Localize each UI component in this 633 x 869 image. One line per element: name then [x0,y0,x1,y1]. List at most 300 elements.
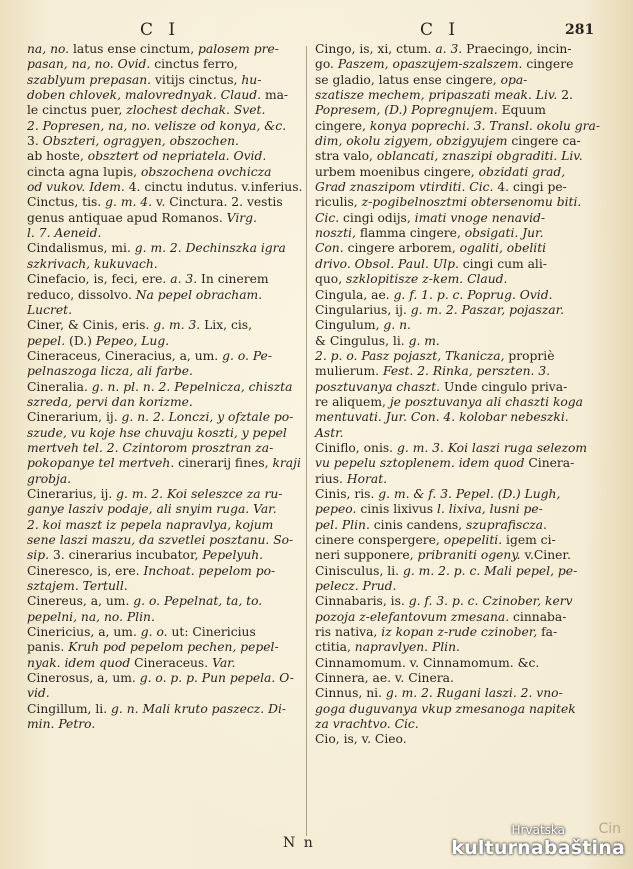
latin-text: le cinctus puer, [27,103,127,118]
dictionary-entry-cingula [315,288,601,303]
grammar-and-translation: Var. [212,655,236,670]
latin-text: cinis lixivus [356,502,438,517]
grammar-and-translation: opa- [500,72,528,87]
latin-text: Cinisculus, li. [315,563,403,578]
grammar-and-translation: g. n. [383,318,411,333]
grammar-and-translation: z-pogibelnosztmi obtersenomu biti. [361,195,582,210]
grammar-and-translation: obsigati. Jur. [464,226,544,241]
dictionary-entry-ciner [27,318,303,349]
entry-line [315,410,601,425]
latin-text: Cinnabaris, is. [315,594,409,609]
grammar-and-translation: g. m. 2. Paszar, pojaszar. [410,302,565,317]
grammar-and-translation: kraji [272,456,301,471]
croatian-translation: Grad znaszipom vtirditi. Cic. [315,180,494,195]
entry-line [27,349,303,364]
dictionary-entry-cinisculus [315,564,601,595]
right-column [315,42,601,748]
latin-text: Cinerosus, a, um. [27,671,140,686]
latin-text: cincta agna lupis, [27,164,141,179]
entry-line [315,671,601,686]
latin-text: ctitia, [315,640,355,655]
grammar-and-translation: g. o. [140,625,168,640]
latin-text: Cineraceus. [130,655,213,670]
latin-text: Cinctus, tis. [27,195,106,210]
entry-line [27,241,303,256]
entry-line [27,180,303,195]
grammar-and-translation: g. m. 2. Koi seleszce za ru- [116,486,283,501]
grammar-and-translation: g. m. & f. 3. Pepel. (D.) Lugh, [378,486,561,501]
dictionary-entry-cineraceus [27,349,303,380]
latin-text: Cingularius, ij. [315,302,411,317]
grammar-and-translation: Virg. [226,210,257,225]
croatian-translation: szablyum prepasan. [27,72,152,87]
grammar-and-translation: g. m. 3. Koi laszi ruga selezom [397,440,588,455]
entry-line [27,42,303,57]
croatian-translation: pepeo. [315,502,357,517]
grammar-and-translation: g. n. 2. Lonczi, y ofztale po- [121,410,294,425]
dictionary-entry-cinctus-cont [27,42,303,195]
entry-line [315,103,601,118]
entry-line [27,303,303,318]
croatian-translation: Popresem, (D.) Popregnujem. [315,103,498,118]
grammar-and-translation: g. o. p. p. Pun pepela. O- [139,671,294,686]
entry-line [315,364,601,379]
entry-line [27,441,303,456]
entry-line [315,195,601,210]
croatian-translation: dim, okolu zigyem, obzigyujem [315,134,508,149]
latin-text: Lix, cis, [200,318,252,333]
latin-text: Cinerarius, ij. [27,486,117,501]
grammar-and-translation: oblancati, znaszipi obgraditi. Liv. [376,149,583,164]
grammar-and-translation: pribraniti ogeny. [417,548,521,563]
latin-text: latus ense cinctum, [69,42,199,56]
entry-line [27,73,303,88]
latin-text: ma- [261,88,289,103]
entry-line [27,686,303,701]
latin-text: cinerarij fines, [174,456,273,471]
latin-text: 3. [27,134,43,149]
latin-text: fa- [537,625,558,640]
entry-line [315,456,601,471]
croatian-translation: sip. [27,548,50,563]
grammar-and-translation: Horat. [346,471,388,486]
croatian-translation: pelnaszoga licza, ali farbe. [27,364,193,379]
grammar-and-translation: Inchoat. pepelom po- [143,563,276,578]
entry-line [315,502,601,517]
latin-text: cingi odijs, [339,210,415,225]
latin-text: cingere arborem, [343,241,460,256]
croatian-translation: min. Petro. [27,717,96,732]
entry-line [315,134,601,149]
entry-line [27,656,303,671]
grammar-and-translation: g. f. 1. p. c. Poprug. Ovid. [393,287,553,302]
entry-line [27,195,303,210]
entry-line [315,88,601,103]
grammar-and-translation: Pepeo, Lug. [95,333,170,348]
entry-line [27,226,303,241]
dictionary-entry-cinis [315,487,601,564]
croatian-translation: sene laszi maszu, da szvetlei posztanu. So- [27,533,294,547]
entry-line [315,334,601,349]
dictionary-entry-cinefacio [27,272,303,318]
croatian-translation: szatisze mechem, pripaszati meak. Liv. [315,88,558,103]
entry-line [27,456,303,471]
grammar-and-translation: Kruh pod pepelom pechen, pepel- [68,640,279,655]
signature-mark: N n [283,835,315,851]
entry-line [315,487,601,502]
entry-line [27,211,303,226]
grammar-and-translation: l. lixiva, lusni pe- [437,502,543,517]
watermark-logo [451,823,625,859]
dictionary-entry-cinnamomum [315,656,601,671]
entry-line [27,364,303,379]
entry-line [315,241,601,256]
dictionary-entry-ciniflo [315,441,601,487]
croatian-translation: noszti, [315,226,356,241]
croatian-translation: szkrivach, kukuvach. [27,256,158,271]
latin-text: panis. [27,640,69,655]
entry-line [315,518,601,533]
croatian-translation: na, no. [27,42,70,56]
dictionary-entry-cingillum [27,702,303,733]
watermark-corner-text: Cin [598,821,621,837]
latin-text: Cingula, ae. [315,287,394,302]
croatian-translation: od vukov. Idem. [27,180,125,195]
latin-text: cingi cum ali- [458,256,547,271]
entry-line [315,564,601,579]
latin-text: ab hoste, [27,149,88,164]
entry-line [27,334,303,349]
latin-text: cinere conspergere, [315,533,444,547]
croatian-translation: pel. Plin. [315,517,370,532]
croatian-translation: Lucret. [27,302,72,317]
grammar-and-translation: Na pepel obracham. [135,287,263,302]
croatian-translation: nyak. idem quod [27,655,131,670]
entry-line [315,211,601,226]
grammar-and-translation: g. o. Pe- [222,348,272,363]
latin-text: Ciner, & Cinis, eris. [27,318,154,333]
latin-text: riculis, [315,195,362,210]
entry-line [315,303,601,318]
dictionary-entry-cinericius [27,625,303,671]
entry-line [315,656,601,671]
latin-text: v. [520,548,534,563]
latin-text: cinnaba- [509,609,567,624]
croatian-translation: za vrachtvo. Cic. [315,717,419,732]
croatian-translation: 2. p. o. Pasz pojaszt, Tkanicza, [315,348,505,363]
grammar-and-translation: Fest. 2. Rinka, perszten. 3. [383,364,551,379]
entry-line [27,257,303,272]
grammar-and-translation: konya poprechi. 3. Transl. okolu gra- [369,118,600,133]
entry-line [315,180,601,195]
latin-text: Ciner. [533,548,571,563]
latin-text: Cinnera, ae. v. Cinera. [315,671,454,686]
grammar-and-translation: palosem pre- [198,42,279,56]
croatian-translation: goga duguvanya vkup zmesanoga napitek [315,701,576,716]
croatian-translation: ganye lasziv podaje, ali snyim ruga. Var. [27,502,277,517]
entry-line [27,579,303,594]
right-running-head: C I [420,20,461,40]
latin-text: Cingulum, [315,318,384,333]
dictionary-entry-cio [315,732,601,747]
entry-line [27,625,303,640]
entry-line [315,73,601,88]
entry-line [27,395,303,410]
page-header [0,20,633,42]
latin-text: Cinefacio, is, feci, ere. [27,272,171,287]
latin-text: v. Cinctura. 2. vestis [152,195,283,210]
entry-line [27,288,303,303]
entry-line [315,426,601,441]
entry-line [315,272,601,287]
latin-text: cingere [522,57,574,72]
entry-line [27,472,303,487]
latin-text: Cinis, ris. [315,486,379,501]
entry-line [27,119,303,134]
croatian-translation: Con. [315,241,344,256]
entry-line [27,594,303,609]
latin-text: urbem moenibus cingere, [315,164,479,179]
grammar-and-translation: opepeliti. [443,533,503,547]
dictionary-entry-cinereus [27,594,303,625]
grammar-and-translation: g. m. 2. Rugani laszi. 2. vno- [385,686,563,701]
latin-text: Praecingo, incin- [462,42,572,56]
entry-line [315,625,601,640]
latin-text: se gladio, latus ense cingere, [315,72,501,87]
grammar-and-translation: je posztuvanya ali chaszti koga [389,394,583,409]
grammar-and-translation: Pepelyuh. [202,548,264,563]
latin-text: cingere ca- [507,134,581,149]
dictionary-entry-cinnabaris [315,594,601,655]
latin-text: Cio, is, v. Cieo. [315,732,407,747]
latin-text: Cinereus, a, um. [27,594,134,609]
entry-line [315,165,601,180]
entry-line [315,717,601,732]
entry-line [27,149,303,164]
dictionary-entry-cingo [315,42,601,288]
entry-line [27,671,303,686]
dictionary-entry-cingulum [315,318,601,441]
entry-line [27,548,303,563]
latin-text: Unde cingulo priva- [440,379,568,394]
croatian-translation: pokopanye tel mertveh. [27,456,175,471]
grammar-and-translation: a. 3. [170,272,198,287]
grammar-and-translation: g. f. 3. p. c. Czinober, kerv [408,594,573,609]
latin-text: inferius. [250,180,303,195]
dictionary-entry-cineralia [27,380,303,411]
latin-text: ris nativa, [315,625,382,640]
croatian-translation: 2. Popresen, na, no. velisze od konya, &c. [27,118,287,133]
entry-line [315,702,601,717]
entry-line [315,610,601,625]
latin-text: cingere, [315,118,370,133]
entry-line [27,103,303,118]
latin-text: Cineralia. [27,379,92,394]
croatian-translation: pelecz. Prud. [315,579,397,594]
croatian-translation: drivo. Obsol. Paul. Ulp. [315,256,459,271]
croatian-translation: pasan, na, no. Ovid. [27,57,151,72]
latin-text: Equum [497,103,546,118]
entry-line [27,134,303,149]
entry-line [315,441,601,456]
left-column [27,42,303,732]
latin-text: propriè [504,348,555,363]
watermark-line2: kulturnabaština [451,837,625,859]
latin-text: Cineresco, is, ere. [27,563,144,578]
grammar-and-translation: hu- [241,72,262,87]
dictionary-entry-cinnera [315,671,601,686]
left-running-head: C I [140,20,181,40]
croatian-translation: doben chlovek, malovrednyak. Claud. [27,88,262,103]
entry-line [315,472,601,487]
latin-text: stra valo, [315,149,377,164]
entry-line [315,288,601,303]
latin-text: quo, [315,272,347,287]
grammar-and-translation: Paszem, opaszujem-szalszem. [337,57,523,72]
grammar-and-translation: g. o. Pepelnat, ta, to. [133,594,263,609]
entry-line [315,42,601,57]
entry-line [315,149,601,164]
latin-text: neri supponere, [315,548,418,563]
grammar-and-translation: imati vnoge nenavid- [414,210,546,225]
croatian-translation: pepel. [27,333,66,348]
entry-line [27,318,303,333]
entry-line [27,487,303,502]
entry-line [27,610,303,625]
entry-line [315,686,601,701]
dictionary-entry-cinerosus [27,671,303,702]
grammar-and-translation: ogaliti, obeliti [459,241,547,256]
croatian-translation: szude, vu koje hse chuvaju koszti, y pepel [27,425,287,440]
latin-text: Ciniflo, onis. [315,440,398,455]
entry-line [27,272,303,287]
grammar-and-translation: g. m. 2. p. c. Mali pepel, pe- [402,563,578,578]
grammar-and-translation: zlochest dechak. Svet. [126,103,266,118]
latin-text: Cinnus, ni. [315,686,386,701]
latin-text: mulierum. [315,364,383,379]
croatian-translation: vid. [27,686,50,701]
entry-line [27,502,303,517]
entry-line [315,380,601,395]
croatian-translation: l. 7. Aeneid. [27,226,102,241]
grammar-and-translation: obszochena ovchicza [140,164,272,179]
grammar-and-translation: szklopitisze z-kem. Claud. [346,272,508,287]
watermark-line1: Hrvatska [511,823,565,837]
latin-text: cinctus ferro, [150,57,238,72]
croatian-translation: posztuvanya chaszt. [315,379,441,394]
latin-text: rius. [315,471,347,486]
entry-line [27,380,303,395]
grammar-and-translation: iz kopan z-rude czinober, [381,625,538,640]
grammar-and-translation: obzidati grad, [478,164,566,179]
grammar-and-translation: obsztert od nepriatela. Ovid. [87,149,267,164]
latin-text: (D.) [65,333,96,348]
latin-text: reduco, dissolvo. [27,287,136,302]
entry-line [315,579,601,594]
entry-line [315,119,601,134]
entry-line [315,533,601,548]
croatian-translation: Cic. [315,210,340,225]
entry-line [27,426,303,441]
grammar-and-translation: g. n. pl. n. 2. Pepelnicza, chiszta [91,379,293,394]
latin-text: In cinerem [197,272,269,287]
croatian-translation: vu pepelu sztoplenem. idem quod [315,456,525,471]
grammar-and-translation: a. 3. [435,42,463,56]
dictionary-entry-cingularius [315,303,601,318]
croatian-translation: mentuvati. Jur. Con. 4. kolobar nebeszki. [315,410,569,425]
croatian-translation: sztajem. Tertull. [27,579,128,594]
latin-text: Cineraceus, Cineracius, a, um. [27,348,223,363]
croatian-translation: pepelni, na, no. Plin. [27,609,155,624]
latin-text: Cinerarium, ij. [27,410,122,425]
entry-line [315,640,601,655]
entry-line [315,318,601,333]
latin-text: vitijs cinctus, [151,72,242,87]
latin-text: Cindalismus, mi. [27,241,135,256]
latin-text: 4. cingi pe- [493,180,567,195]
latin-text: genus antiquae apud Romanos. [27,210,227,225]
latin-text: Cingo, is, xi, ctum. [315,42,436,56]
latin-text: 2. [557,88,573,103]
dictionary-entry-cindalismus [27,241,303,272]
latin-text: 3. cinerarius incubator, [49,548,203,563]
latin-text: Cinnamomum. v. Cinnamomum. &c. [315,655,540,670]
dictionary-entry-cinctus [27,195,303,241]
entry-line [315,57,601,72]
croatian-translation: grobja. [27,471,72,486]
latin-text: igem ci- [502,533,556,547]
grammar-and-translation: g. m. [408,333,440,348]
grammar-and-translation: g. m. 2. Dechinszka igra [134,241,286,256]
entry-line [315,594,601,609]
grammar-and-translation: Obszteri, ogragyen, obszochen. [42,134,239,149]
grammar-and-translation: g. m. 3. [153,318,201,333]
grammar-and-translation: g. n. Mali kruto paszecz. Di- [111,701,287,716]
entry-line [315,548,601,563]
croatian-translation: 2. koi maszt iz pepela napravlya, kojum [27,517,274,532]
entry-line [27,88,303,103]
grammar-and-translation: g. m. 4. [105,195,153,210]
entry-line [27,717,303,732]
grammar-and-translation: szuprafiscza. [466,517,547,532]
latin-text: Cinericius, a, um. [27,625,141,640]
entry-line [27,564,303,579]
dictionary-entry-cinnus [315,686,601,732]
grammar-and-translation: napravlyen. Plin. [354,640,460,655]
page-number: 281 [565,22,595,38]
latin-text: ut: Cinericius [167,625,256,640]
entry-line [315,257,601,272]
entry-line [27,518,303,533]
dictionary-entry-cinerarium [27,410,303,487]
croatian-translation: mertveh tel. 2. Czintorom prosztran za- [27,440,274,455]
latin-text: & Cingulus, li. [315,333,409,348]
latin-text: flamma cingere, [355,226,465,241]
entry-line [27,57,303,72]
entry-line [315,732,601,747]
dictionary-entry-cineresco [27,564,303,595]
column-divider [306,46,307,836]
entry-line [27,165,303,180]
entry-line [27,533,303,548]
entry-line [27,640,303,655]
entry-line [315,226,601,241]
entry-line [315,395,601,410]
latin-text: 4. cinctu indutus. v. [124,180,251,195]
croatian-translation: pozoja z-elefantovum zmesana. [315,609,510,624]
entry-line [27,410,303,425]
entry-line [27,702,303,717]
